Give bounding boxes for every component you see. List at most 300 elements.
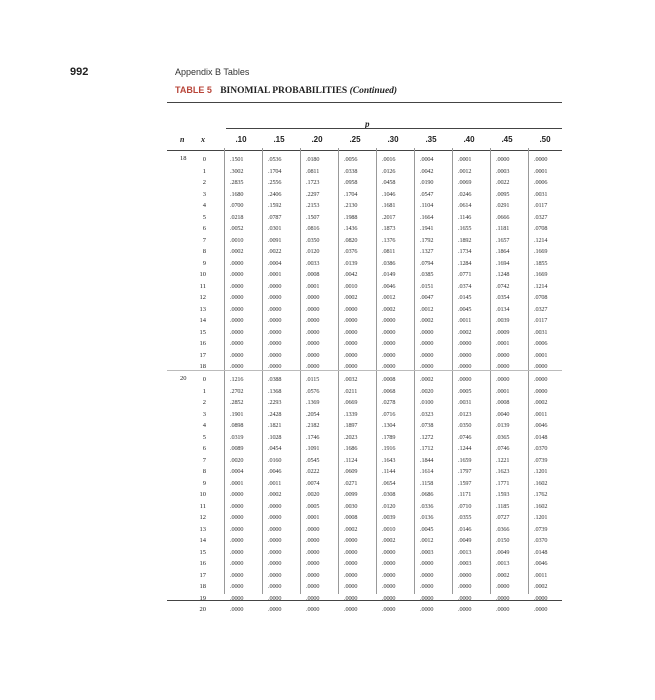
probability-cell: .0000 xyxy=(382,328,396,336)
probability-cell: .0001 xyxy=(230,479,244,487)
probability-cell: .1704 xyxy=(344,190,358,198)
table-row xyxy=(0,387,655,397)
x-value: 8 xyxy=(202,468,206,475)
probability-cell: .0002 xyxy=(382,305,396,313)
probability-cell: .0000 xyxy=(268,328,282,336)
x-value: 13 xyxy=(199,525,206,533)
probability-cell: .1244 xyxy=(458,445,472,452)
probability-cell: .0031 xyxy=(534,190,548,198)
x-value: 6 xyxy=(202,225,206,232)
probability-cell: .0002 xyxy=(344,525,358,533)
probability-cell: .0000 xyxy=(230,305,244,313)
probability-cell: .0727 xyxy=(496,514,510,521)
probability-cell: .0365 xyxy=(496,433,510,441)
probability-cell: .0739 xyxy=(534,456,548,464)
probability-cell: .0000 xyxy=(230,560,244,567)
table-label: TABLE 5 xyxy=(175,85,212,95)
x-value: 1 xyxy=(202,387,206,395)
probability-cell: .1746 xyxy=(306,433,320,441)
x-value: 7 xyxy=(202,456,206,464)
probability-cell: .0811 xyxy=(306,167,320,175)
table-row xyxy=(0,536,655,546)
probability-cell: .1104 xyxy=(420,202,434,209)
probability-cell: .3002 xyxy=(230,167,244,175)
probability-cell: .0746 xyxy=(458,433,472,441)
probability-cell: .0134 xyxy=(496,305,510,313)
x-value: 4 xyxy=(202,202,206,209)
probability-cell: .0049 xyxy=(496,548,510,556)
probability-cell: .1873 xyxy=(382,225,396,232)
probability-cell: .0000 xyxy=(268,571,282,579)
x-value: 17 xyxy=(199,351,206,359)
table-row xyxy=(0,410,655,420)
probability-cell: .0000 xyxy=(306,525,320,533)
probability-cell: .0000 xyxy=(306,583,320,590)
probability-cell: .0004 xyxy=(420,156,434,163)
probability-cell: .0008 xyxy=(306,271,320,278)
probability-cell: .0374 xyxy=(458,282,472,290)
probability-cell: .0139 xyxy=(344,259,358,267)
probability-cell: .0000 xyxy=(268,594,282,602)
probability-cell: .1864 xyxy=(496,248,510,255)
p-header: .30 xyxy=(387,135,399,144)
n-value: 18 xyxy=(180,155,187,162)
probability-cell: .0000 xyxy=(230,502,244,510)
probability-cell: .1214 xyxy=(534,236,548,244)
probability-cell: .1201 xyxy=(534,514,548,521)
probability-cell: .0002 xyxy=(420,317,434,324)
probability-cell: .0820 xyxy=(344,236,358,244)
probability-cell: .0000 xyxy=(268,317,282,324)
table-continued: (Continued) xyxy=(349,86,398,96)
probability-cell: .0000 xyxy=(306,351,320,359)
probability-cell: .1712 xyxy=(420,445,434,452)
table-row xyxy=(0,316,655,326)
probability-cell: .1597 xyxy=(458,479,472,487)
block-separator xyxy=(167,370,562,371)
probability-cell: .0000 xyxy=(458,571,472,579)
probability-cell: .0000 xyxy=(344,606,358,613)
probability-cell: .0222 xyxy=(306,468,320,475)
probability-cell: .0000 xyxy=(230,282,244,290)
probability-cell: .0000 xyxy=(458,351,472,359)
probability-cell: .1158 xyxy=(420,479,434,487)
probability-cell: .0000 xyxy=(306,317,320,324)
probability-cell: .0000 xyxy=(344,594,358,602)
probability-cell: .0012 xyxy=(458,167,472,175)
table-row xyxy=(0,502,655,512)
probability-cell: .0000 xyxy=(306,594,320,602)
probability-cell: .1694 xyxy=(496,259,510,267)
table-row xyxy=(0,525,655,535)
x-value: 16 xyxy=(199,560,206,567)
header-rule xyxy=(167,150,562,151)
x-value: 0 xyxy=(202,156,206,163)
probability-cell: .0069 xyxy=(458,179,472,186)
probability-cell: .0000 xyxy=(420,351,434,359)
probability-cell: .0126 xyxy=(382,167,396,175)
probability-cell: .0000 xyxy=(458,583,472,590)
probability-cell: .0010 xyxy=(382,525,396,533)
probability-cell: .0001 xyxy=(496,340,510,347)
probability-cell: .0000 xyxy=(344,363,358,370)
probability-cell: .0000 xyxy=(230,537,244,544)
probability-cell: .0708 xyxy=(534,225,548,232)
probability-cell: .0742 xyxy=(496,282,510,290)
probability-cell: .0010 xyxy=(344,282,358,290)
probability-cell: .0056 xyxy=(344,156,358,163)
probability-cell: .0000 xyxy=(306,363,320,370)
probability-cell: .2054 xyxy=(306,410,320,418)
probability-cell: .0000 xyxy=(344,583,358,590)
probability-cell: .0211 xyxy=(344,387,358,395)
probability-cell: .0319 xyxy=(230,433,244,441)
x-value: 16 xyxy=(199,340,206,347)
x-value: 1 xyxy=(202,167,206,175)
table-row xyxy=(0,190,655,200)
probability-cell: .0013 xyxy=(458,548,472,556)
probability-cell: .1681 xyxy=(382,202,396,209)
probability-cell: .0291 xyxy=(496,202,510,209)
probability-cell: .0011 xyxy=(458,317,472,324)
probability-cell: .0000 xyxy=(306,340,320,347)
probability-cell: .0000 xyxy=(458,340,472,347)
probability-cell: .0000 xyxy=(496,376,510,383)
probability-cell: .2130 xyxy=(344,202,358,209)
probability-cell: .0000 xyxy=(230,351,244,359)
probability-cell: .2182 xyxy=(306,422,320,429)
probability-cell: .0005 xyxy=(306,502,320,510)
probability-cell: .0000 xyxy=(268,294,282,301)
probability-cell: .0366 xyxy=(496,525,510,533)
table-row xyxy=(0,201,655,211)
probability-cell: .1507 xyxy=(306,213,320,221)
probability-cell: .0022 xyxy=(496,179,510,186)
probability-cell: .0000 xyxy=(382,571,396,579)
probability-cell: .0000 xyxy=(268,351,282,359)
probability-cell: .0046 xyxy=(268,468,282,475)
probability-cell: .0000 xyxy=(344,560,358,567)
probability-cell: .0000 xyxy=(268,514,282,521)
probability-cell: .0898 xyxy=(230,422,244,429)
probability-cell: .1327 xyxy=(420,248,434,255)
probability-cell: .0000 xyxy=(420,560,434,567)
table-row xyxy=(0,155,655,165)
probability-cell: .1789 xyxy=(382,433,396,441)
probability-cell: .0000 xyxy=(268,282,282,290)
probability-cell: .0089 xyxy=(230,445,244,452)
table-row xyxy=(0,282,655,292)
probability-cell: .0386 xyxy=(382,259,396,267)
probability-cell: .0095 xyxy=(496,190,510,198)
probability-cell: .0000 xyxy=(382,363,396,370)
probability-cell: .0013 xyxy=(496,560,510,567)
table-row xyxy=(0,375,655,385)
n-value: 20 xyxy=(180,375,187,382)
probability-cell: .0000 xyxy=(458,363,472,370)
probability-cell: .0000 xyxy=(306,294,320,301)
p-header: .40 xyxy=(463,135,475,144)
probability-cell: .0218 xyxy=(230,213,244,221)
probability-cell: .0046 xyxy=(382,282,396,290)
probability-cell: .0000 xyxy=(268,363,282,370)
probability-cell: .0771 xyxy=(458,271,472,278)
probability-cell: .0000 xyxy=(306,548,320,556)
probability-cell: .0686 xyxy=(420,491,434,498)
probability-cell: .0958 xyxy=(344,179,358,186)
x-value: 12 xyxy=(199,514,206,521)
x-value: 19 xyxy=(199,594,206,602)
probability-cell: .0739 xyxy=(534,525,548,533)
probability-cell: .1272 xyxy=(420,433,434,441)
probability-cell: .0388 xyxy=(268,376,282,383)
page-number: 992 xyxy=(70,66,89,78)
table-row xyxy=(0,479,655,489)
probability-cell: .1762 xyxy=(534,491,548,498)
x-value: 14 xyxy=(199,537,206,544)
probability-cell: .0000 xyxy=(230,294,244,301)
x-value: 6 xyxy=(202,445,206,452)
probability-cell: .0000 xyxy=(306,537,320,544)
table-row xyxy=(0,398,655,408)
table-row xyxy=(0,259,655,269)
probability-cell: .1124 xyxy=(344,456,358,464)
table-row xyxy=(0,594,655,604)
probability-cell: .0012 xyxy=(420,305,434,313)
probability-cell: .0020 xyxy=(230,456,244,464)
probability-cell: .0609 xyxy=(344,468,358,475)
table-row xyxy=(0,351,655,361)
probability-cell: .0000 xyxy=(420,583,434,590)
x-header: x xyxy=(201,135,205,144)
probability-cell: .0031 xyxy=(458,399,472,406)
probability-cell: .0301 xyxy=(268,225,282,232)
table-title-text: BINOMIAL PROBABILITIES xyxy=(220,86,348,96)
probability-cell: .0000 xyxy=(230,340,244,347)
probability-cell: .0002 xyxy=(420,376,434,383)
probability-cell: .0000 xyxy=(306,560,320,567)
probability-cell: .0000 xyxy=(306,606,320,613)
probability-cell: .1376 xyxy=(382,236,396,244)
x-value: 3 xyxy=(202,190,206,198)
table-row xyxy=(0,236,655,246)
probability-cell: .0746 xyxy=(496,445,510,452)
probability-cell: .0000 xyxy=(458,594,472,602)
probability-cell: .0011 xyxy=(534,571,548,579)
probability-cell: .0547 xyxy=(420,190,434,198)
probability-cell: .0000 xyxy=(230,583,244,590)
probability-cell: .0000 xyxy=(534,606,548,613)
x-value: 18 xyxy=(199,583,206,590)
probability-cell: .1797 xyxy=(458,468,472,475)
probability-cell: .0005 xyxy=(458,387,472,395)
probability-cell: .1897 xyxy=(344,422,358,429)
p-header: .45 xyxy=(501,135,513,144)
probability-cell: .0000 xyxy=(230,525,244,533)
probability-cell: .0000 xyxy=(268,537,282,544)
p-axis-label: p xyxy=(365,119,370,129)
probability-cell: .0576 xyxy=(306,387,320,395)
table-row xyxy=(0,293,655,303)
probability-cell: .0001 xyxy=(306,514,320,521)
probability-cell: .0010 xyxy=(230,236,244,244)
table-row xyxy=(0,433,655,443)
probability-cell: .0794 xyxy=(420,259,434,267)
table-row xyxy=(0,456,655,466)
probability-cell: .1941 xyxy=(420,225,434,232)
x-value: 2 xyxy=(202,179,206,186)
probability-cell: .0370 xyxy=(534,537,548,544)
probability-cell: .0811 xyxy=(382,248,396,255)
probability-cell: .0000 xyxy=(420,340,434,347)
probability-cell: .0020 xyxy=(420,387,434,395)
probability-cell: .0042 xyxy=(420,167,434,175)
probability-cell: .0669 xyxy=(344,399,358,406)
probability-cell: .0006 xyxy=(534,179,548,186)
x-value: 9 xyxy=(202,259,206,267)
probability-cell: .0327 xyxy=(534,305,548,313)
probability-cell: .0000 xyxy=(230,328,244,336)
probability-cell: .0350 xyxy=(306,236,320,244)
probability-cell: .0000 xyxy=(230,317,244,324)
probability-cell: .0000 xyxy=(420,606,434,613)
probability-cell: .0047 xyxy=(420,294,434,301)
probability-cell: .2023 xyxy=(344,433,358,441)
probability-cell: .0000 xyxy=(268,340,282,347)
probability-cell: .0045 xyxy=(458,305,472,313)
probability-cell: .1046 xyxy=(382,190,396,198)
x-value: 20 xyxy=(199,606,206,613)
probability-cell: .0074 xyxy=(306,479,320,487)
probability-cell: .2153 xyxy=(306,202,320,209)
probability-cell: .0032 xyxy=(344,376,358,383)
probability-cell: .0148 xyxy=(534,548,548,556)
table-row xyxy=(0,548,655,558)
x-value: 13 xyxy=(199,305,206,313)
probability-cell: .1623 xyxy=(496,468,510,475)
probability-cell: .0049 xyxy=(458,537,472,544)
x-value: 11 xyxy=(199,502,206,510)
probability-cell: .1091 xyxy=(306,445,320,452)
x-value: 14 xyxy=(199,317,206,324)
table-row xyxy=(0,490,655,500)
probability-cell: .2556 xyxy=(268,179,282,186)
probability-cell: .0000 xyxy=(420,571,434,579)
probability-cell: .0354 xyxy=(496,294,510,301)
probability-cell: .0338 xyxy=(344,167,358,175)
x-value: 11 xyxy=(199,282,206,290)
probability-cell: .0136 xyxy=(420,514,434,521)
probability-cell: .1657 xyxy=(496,236,510,244)
probability-cell: .0180 xyxy=(306,156,320,163)
probability-cell: .0350 xyxy=(458,422,472,429)
probability-cell: .0000 xyxy=(344,351,358,359)
probability-cell: .0000 xyxy=(230,606,244,613)
probability-cell: .0100 xyxy=(420,399,434,406)
probability-cell: .0000 xyxy=(344,305,358,313)
probability-cell: .0000 xyxy=(382,351,396,359)
probability-cell: .1686 xyxy=(344,445,358,452)
probability-cell: .0039 xyxy=(382,514,396,521)
x-value: 12 xyxy=(199,294,206,301)
probability-cell: .0376 xyxy=(344,248,358,255)
probability-cell: .0000 xyxy=(230,363,244,370)
probability-cell: .0000 xyxy=(496,594,510,602)
probability-cell: .1368 xyxy=(268,387,282,395)
table-row xyxy=(0,582,655,592)
probability-cell: .0002 xyxy=(458,328,472,336)
probability-cell: .1284 xyxy=(458,259,472,267)
x-value: 15 xyxy=(199,328,206,336)
table-row xyxy=(0,270,655,280)
probability-cell: .0323 xyxy=(420,410,434,418)
probability-cell: .1369 xyxy=(306,399,320,406)
probability-cell: .1734 xyxy=(458,248,472,255)
probability-cell: .0000 xyxy=(268,583,282,590)
x-value: 5 xyxy=(202,433,206,441)
table-title xyxy=(175,85,397,96)
probability-cell: .0000 xyxy=(268,606,282,613)
probability-cell: .0716 xyxy=(382,410,396,418)
probability-cell: .0355 xyxy=(458,514,472,521)
probability-cell: .2835 xyxy=(230,179,244,186)
probability-cell: .0000 xyxy=(268,548,282,556)
probability-cell: .0000 xyxy=(382,594,396,602)
table-row xyxy=(0,224,655,234)
table-row xyxy=(0,513,655,523)
probability-cell: .0120 xyxy=(306,248,320,255)
probability-cell: .0000 xyxy=(230,571,244,579)
probability-cell: .0666 xyxy=(496,213,510,221)
x-value: 17 xyxy=(199,571,206,579)
probability-cell: .0000 xyxy=(382,606,396,613)
probability-cell: .1171 xyxy=(458,491,472,498)
probability-cell: .0139 xyxy=(496,422,510,429)
probability-cell: .0045 xyxy=(420,525,434,533)
probability-cell: .0190 xyxy=(420,179,434,186)
probability-cell: .0117 xyxy=(534,202,548,209)
probability-cell: .0000 xyxy=(382,583,396,590)
table-row xyxy=(0,305,655,315)
probability-cell: .0000 xyxy=(344,340,358,347)
probability-cell: .0336 xyxy=(420,502,434,510)
probability-cell: .0000 xyxy=(230,259,244,267)
probability-cell: .1643 xyxy=(382,456,396,464)
x-value: 9 xyxy=(202,479,206,487)
probability-cell: .0001 xyxy=(268,271,282,278)
x-value: 7 xyxy=(202,236,206,244)
p-header: .10 xyxy=(235,135,247,144)
x-value: 5 xyxy=(202,213,206,221)
x-value: 0 xyxy=(202,376,206,383)
probability-cell: .0000 xyxy=(420,328,434,336)
probability-cell: .0145 xyxy=(458,294,472,301)
probability-cell: .0000 xyxy=(534,156,548,163)
probability-cell: .0000 xyxy=(458,606,472,613)
probability-cell: .0003 xyxy=(420,548,434,556)
probability-cell: .2428 xyxy=(268,410,282,418)
probability-cell: .0000 xyxy=(382,317,396,324)
probability-cell: .1304 xyxy=(382,422,396,429)
probability-cell: .0708 xyxy=(534,294,548,301)
probability-cell: .1221 xyxy=(496,456,510,464)
probability-cell: .1214 xyxy=(534,282,548,290)
probability-cell: .0002 xyxy=(230,248,244,255)
probability-cell: .0536 xyxy=(268,156,282,163)
probability-cell: .0000 xyxy=(306,328,320,336)
probability-cell: .0614 xyxy=(458,202,472,209)
probability-cell: .1844 xyxy=(420,456,434,464)
